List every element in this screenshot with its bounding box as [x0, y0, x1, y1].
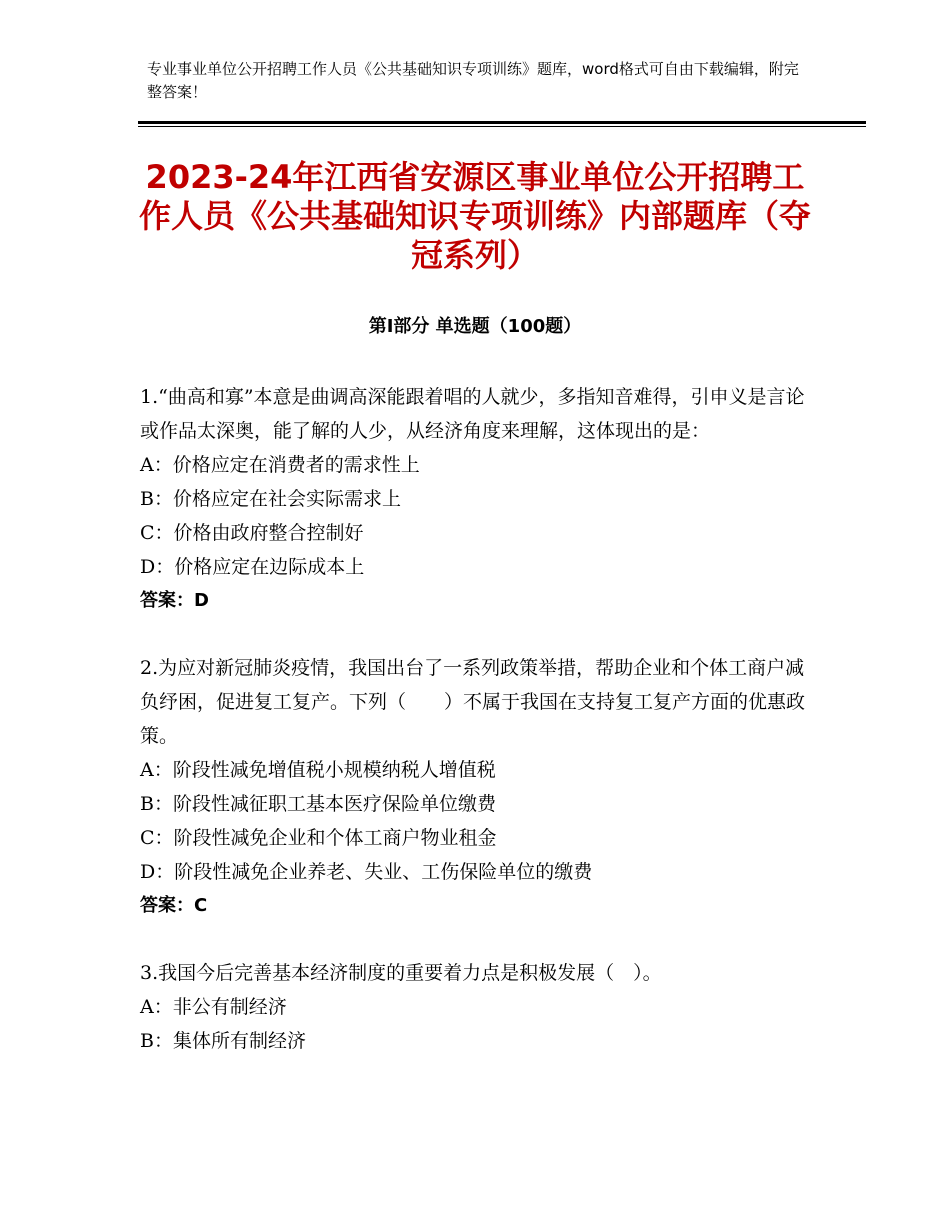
question-stem: 2.为应对新冠肺炎疫情，我国出台了一系列政策举措，帮助企业和个体工商户减负纾困，促进复工复产。下列（ ）不属于我国在支持复工复产方面的优惠政策。 [140, 657, 806, 747]
answer: 答案：D [140, 590, 209, 611]
header-note: 专业事业单位公开招聘工作人员《公共基础知识专项训练》题库，word格式可自由下载编辑，附完整答案！ [147, 60, 799, 101]
question-stem: 3.我国今后完善基本经济制度的重要着力点是积极发展（ ）。 [140, 962, 662, 984]
option-d: D：价格应定在边际成本上 [140, 556, 365, 578]
question-1 [140, 380, 810, 618]
section-title: 第Ⅰ部分 单选题（100题） [368, 316, 582, 337]
header-divider-thin [138, 126, 866, 127]
option-c: C：价格由政府整合控制好 [140, 522, 364, 544]
option-a: A：非公有制经济 [140, 996, 287, 1018]
option-a: A：阶段性减免增值税小规模纳税人增值税 [140, 759, 496, 781]
question-stem: 1.“曲高和寡”本意是曲调高深能跟着唱的人就少，多指知音难得，引申义是言论或作品太深奥，能了解的人少，从经济角度来理解，这体现出的是： [140, 386, 805, 442]
option-c: C：阶段性减免企业和个体工商户物业租金 [140, 827, 497, 849]
option-b: B：阶段性减征职工基本医疗保险单位缴费 [140, 793, 496, 815]
question-2 [140, 651, 810, 923]
option-b: B：价格应定在社会实际需求上 [140, 488, 401, 510]
option-b: B：集体所有制经济 [140, 1030, 306, 1052]
question-3 [140, 956, 810, 1058]
answer: 答案：C [140, 895, 208, 916]
option-d: D：阶段性减免企业养老、失业、工伤保险单位的缴费 [140, 861, 593, 883]
header-divider-thick [138, 121, 866, 124]
document-title: 2023-24年江西省安源区事业单位公开招聘工作人员《公共基础知识专项训练》内部题库（夺冠系列） [138, 158, 811, 274]
option-a: A：价格应定在消费者的需求性上 [140, 454, 420, 476]
question-list [140, 380, 810, 1091]
